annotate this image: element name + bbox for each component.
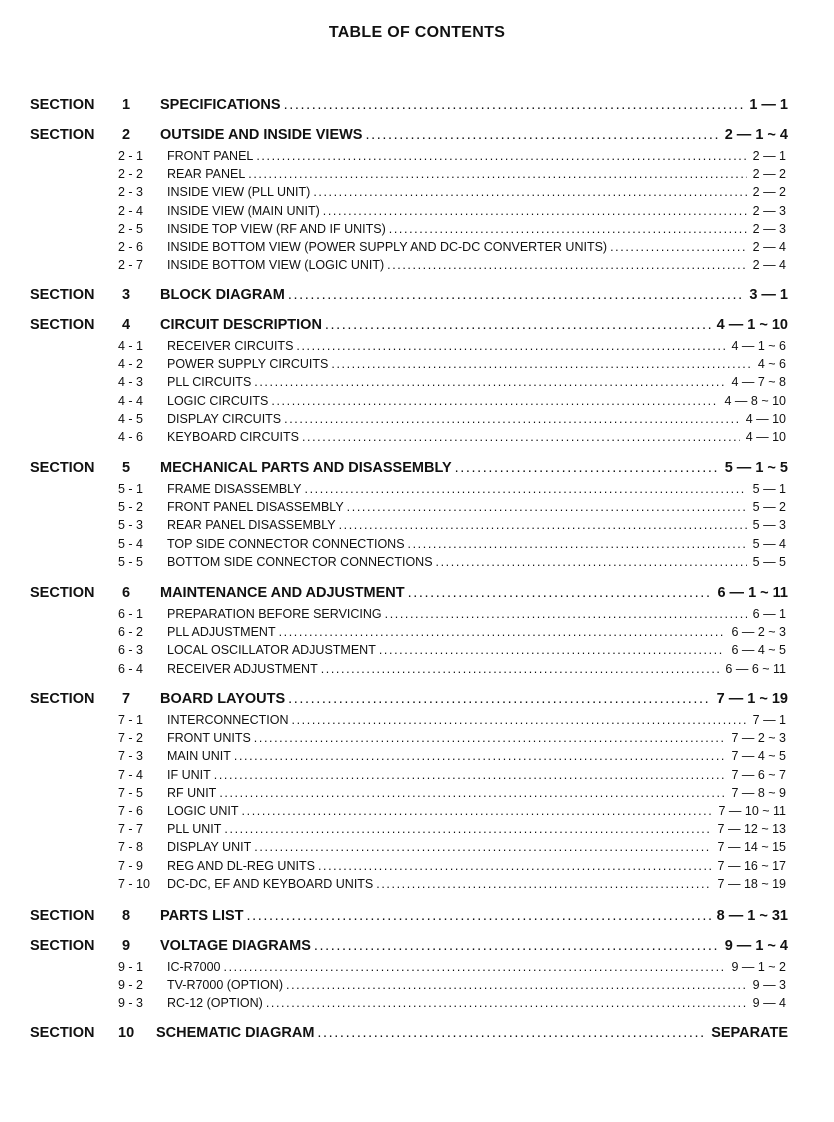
toc-subsection-entry[interactable] (167, 204, 786, 221)
section-title: BLOCK DIAGRAM (160, 287, 285, 303)
toc-subsection-entry[interactable] (167, 607, 786, 624)
page-number: 5 — 4 (752, 536, 786, 551)
toc-subsection-entry[interactable] (167, 840, 786, 857)
dot-leader (248, 167, 746, 181)
toc-subsection-entry[interactable] (167, 537, 786, 554)
subsection-number: 6 - 1 (118, 607, 144, 621)
subsection-title: BOTTOM SIDE CONNECTOR CONNECTIONS (167, 554, 433, 569)
toc-subsection-entry[interactable] (167, 643, 786, 660)
dot-leader (365, 127, 718, 143)
page-number: 5 — 1 (752, 482, 786, 496)
subsection-number: 4 - 5 (118, 411, 144, 426)
dot-leader (254, 731, 726, 745)
section-label: SECTION (30, 908, 95, 924)
dot-leader (302, 430, 740, 444)
toc-subsection-entry[interactable] (167, 430, 786, 447)
page-number: 8 — 1 ~ 31 (716, 908, 788, 924)
subsection-number: 7 - 8 (118, 840, 144, 855)
page-number: 9 — 3 (752, 978, 786, 993)
subsection-title: TV-R7000 (OPTION) (167, 978, 283, 993)
toc-subsection-entry[interactable] (167, 731, 786, 748)
dot-leader (242, 804, 713, 818)
section-title: MECHANICAL PARTS AND DISASSEMBLY (160, 460, 452, 476)
dot-leader (234, 749, 726, 763)
toc-section-entry[interactable] (156, 1025, 788, 1045)
page-number: 2 — 4 (752, 258, 786, 273)
toc-subsection-entry[interactable] (167, 500, 786, 517)
section-number: 5 (122, 460, 131, 476)
dot-leader (385, 607, 747, 621)
dot-leader (284, 97, 744, 113)
dot-leader (247, 908, 711, 924)
dot-leader (271, 394, 718, 408)
dot-leader (254, 375, 725, 389)
toc-subsection-entry[interactable] (167, 149, 786, 166)
section-title: CIRCUIT DESCRIPTION (160, 317, 322, 333)
page-number: 7 — 14 ~ 15 (717, 840, 786, 855)
dot-leader (331, 357, 750, 371)
subsection-number: 5 - 5 (118, 554, 144, 569)
page-number: 6 — 1 ~ 11 (717, 585, 788, 601)
section-label: SECTION (30, 127, 95, 143)
dot-leader (305, 482, 747, 496)
subsection-number: 9 - 2 (118, 978, 144, 993)
page-number: 7 — 1 (752, 713, 786, 727)
subsection-title: PLL UNIT (167, 822, 222, 837)
subsection-title: PREPARATION BEFORE SERVICING (167, 607, 382, 621)
subsection-title: REG AND DL-REG UNITS (167, 858, 315, 873)
toc-section-entry[interactable] (160, 97, 788, 117)
subsection-number: 7 - 9 (118, 858, 144, 873)
page-number: 4 — 8 ~ 10 (724, 393, 786, 408)
subsection-title: DISPLAY CIRCUITS (167, 411, 282, 426)
dot-leader (314, 938, 719, 954)
dot-leader (288, 287, 743, 303)
section-label: SECTION (30, 317, 95, 333)
subsection-number: 4 - 3 (118, 375, 144, 390)
subsection-title: PLL CIRCUITS (167, 375, 252, 390)
dot-leader (323, 204, 747, 218)
subsection-title: IF UNIT (167, 767, 211, 782)
subsection-title: RECEIVER CIRCUITS (167, 339, 294, 353)
subsection-title: RECEIVER ADJUSTMENT (167, 661, 318, 676)
section-title: VOLTAGE DIAGRAMS (160, 938, 311, 954)
dot-leader (296, 339, 725, 353)
section-number: 6 (122, 585, 131, 601)
toc-section-entry[interactable] (160, 938, 788, 958)
page-number: 5 — 1 ~ 5 (724, 460, 788, 476)
toc-subsection-entry[interactable] (167, 822, 786, 839)
subsection-number: 6 - 4 (118, 661, 144, 676)
subsection-title: INSIDE BOTTOM VIEW (POWER SUPPLY AND DC-DC CONVERTER UNITS) (167, 240, 608, 254)
dot-leader (219, 786, 725, 800)
subsection-title: MAIN UNIT (167, 749, 231, 764)
section-label: SECTION (30, 938, 95, 954)
subsection-title: TOP SIDE CONNECTOR CONNECTIONS (167, 536, 405, 551)
subsection-number: 2 - 2 (118, 167, 144, 182)
toc-section-entry[interactable] (160, 317, 788, 337)
subsection-number: 2 - 4 (118, 203, 144, 218)
section-number: 4 (122, 317, 131, 333)
dot-leader (376, 877, 711, 891)
toc-subsection-entry[interactable] (167, 625, 786, 642)
toc-section-entry[interactable] (160, 460, 788, 480)
section-label: SECTION (30, 691, 95, 707)
dot-leader (313, 185, 746, 199)
subsection-title: INTERCONNECTION (167, 713, 289, 727)
subsection-number: 4 - 6 (118, 430, 144, 444)
subsection-number: 7 - 7 (118, 822, 144, 837)
subsection-number: 4 - 2 (118, 357, 144, 372)
subsection-number: 5 - 3 (118, 518, 144, 533)
page-number: 5 — 5 (752, 554, 786, 569)
dot-leader (321, 662, 720, 676)
page-number: 1 — 1 (749, 97, 788, 113)
toc-section-entry[interactable] (160, 585, 788, 605)
page-number: 2 — 1 ~ 4 (724, 127, 788, 143)
subsection-title: LOGIC UNIT (167, 804, 239, 818)
dot-leader (387, 258, 747, 272)
toc-subsection-entry[interactable] (167, 339, 786, 356)
toc-subsection-entry[interactable] (167, 960, 786, 977)
page-number: 7 — 10 ~ 11 (718, 804, 786, 818)
toc-subsection-entry[interactable] (167, 859, 786, 876)
toc-section-entry[interactable] (160, 127, 788, 147)
page-number: 4 — 7 ~ 8 (731, 375, 786, 390)
section-number: 8 (122, 908, 131, 924)
section-title: SCHEMATIC DIAGRAM (156, 1025, 315, 1041)
dot-leader (288, 691, 711, 707)
dot-leader (436, 555, 747, 569)
page-number: 6 — 4 ~ 5 (731, 643, 786, 658)
toc-subsection-entry[interactable] (167, 877, 786, 894)
section-label: SECTION (30, 460, 95, 476)
dot-leader (254, 840, 711, 854)
toc-subsection-entry[interactable] (167, 804, 786, 821)
subsection-title: REAR PANEL DISASSEMBLY (167, 518, 336, 533)
subsection-number: 2 - 6 (118, 240, 144, 254)
toc-subsection-entry[interactable] (167, 662, 786, 679)
subsection-number: 2 - 1 (118, 149, 144, 163)
page-number: 6 — 1 (752, 607, 786, 621)
toc-section-entry[interactable] (160, 287, 788, 307)
page-number: 5 — 2 (752, 500, 786, 515)
page-number: 2 — 4 (752, 240, 786, 254)
toc-subsection-entry[interactable] (167, 357, 786, 374)
dot-leader (408, 537, 747, 551)
subsection-number: 7 - 6 (118, 804, 144, 818)
toc-subsection-entry[interactable] (167, 240, 786, 257)
dot-leader (610, 240, 747, 254)
page-number: 9 — 1 ~ 4 (724, 938, 788, 954)
dot-leader (455, 460, 719, 476)
subsection-title: PLL ADJUSTMENT (167, 625, 276, 640)
section-title: SPECIFICATIONS (160, 97, 281, 113)
page-number: 9 — 1 ~ 2 (731, 960, 786, 974)
page-number: 9 — 4 (752, 996, 786, 1011)
toc-section-entry[interactable] (160, 691, 788, 711)
dot-leader (379, 643, 726, 657)
toc-subsection-entry[interactable] (167, 482, 786, 499)
section-title: PARTS LIST (160, 908, 244, 924)
section-label: SECTION (30, 97, 95, 113)
page-number: 4 ~ 6 (757, 357, 786, 372)
subsection-title: RC-12 (OPTION) (167, 996, 263, 1011)
subsection-number: 4 - 4 (118, 393, 144, 408)
subsection-title: LOCAL OSCILLATOR ADJUSTMENT (167, 643, 376, 658)
page-number: SEPARATE (711, 1025, 788, 1041)
subsection-title: RF UNIT (167, 785, 217, 800)
dot-leader (347, 500, 747, 514)
page-number: 5 — 3 (752, 518, 786, 533)
dot-leader (286, 978, 747, 992)
section-label: SECTION (30, 1025, 95, 1041)
toc-subsection-entry[interactable] (167, 749, 786, 766)
dot-leader (408, 585, 712, 601)
toc-subsection-entry[interactable] (167, 978, 786, 995)
page-number: 7 — 8 ~ 9 (731, 785, 786, 800)
subsection-number: 7 - 10 (118, 876, 150, 891)
page-number: 7 — 18 ~ 19 (717, 876, 786, 891)
section-number: 2 (122, 127, 131, 143)
dot-leader (256, 149, 746, 163)
toc-subsection-entry[interactable] (167, 412, 786, 429)
dot-leader (266, 996, 747, 1010)
page-number: 7 — 2 ~ 3 (731, 731, 786, 746)
section-number: 10 (118, 1025, 135, 1041)
subsection-number: 7 - 5 (118, 785, 144, 800)
toc-subsection-entry[interactable] (167, 518, 786, 535)
page-number: 3 — 1 (749, 287, 788, 303)
subsection-title: INSIDE BOTTOM VIEW (LOGIC UNIT) (167, 258, 385, 273)
page-number: 7 — 16 ~ 17 (717, 858, 786, 873)
section-number: 7 (122, 691, 131, 707)
subsection-title: IC-R7000 (167, 960, 221, 974)
section-number: 9 (122, 938, 131, 954)
dot-leader (318, 859, 712, 873)
dot-leader (389, 222, 747, 236)
page-number: 7 — 4 ~ 5 (731, 749, 786, 764)
section-label: SECTION (30, 287, 95, 303)
toc-subsection-entry[interactable] (167, 167, 786, 184)
toc-subsection-entry[interactable] (167, 996, 786, 1013)
dot-leader (317, 1025, 705, 1041)
subsection-number: 7 - 2 (118, 731, 144, 746)
page-number: 4 — 1 ~ 6 (731, 339, 786, 353)
subsection-title: LOGIC CIRCUITS (167, 393, 269, 408)
toc-subsection-entry[interactable] (167, 786, 786, 803)
dot-leader (279, 625, 726, 639)
section-title: MAINTENANCE AND ADJUSTMENT (160, 585, 405, 601)
subsection-title: DISPLAY UNIT (167, 840, 252, 855)
toc-subsection-entry[interactable] (167, 555, 786, 572)
subsection-number: 5 - 1 (118, 482, 144, 496)
subsection-number: 2 - 7 (118, 258, 144, 273)
subsection-number: 9 - 3 (118, 996, 144, 1011)
toc-subsection-entry[interactable] (167, 768, 786, 785)
subsection-title: FRONT PANEL DISASSEMBLY (167, 500, 344, 515)
page-number: 4 — 10 (745, 411, 786, 426)
subsection-number: 5 - 4 (118, 536, 144, 551)
page-number: 2 — 3 (752, 221, 786, 236)
page-number: 2 — 2 (752, 167, 786, 182)
toc-subsection-entry[interactable] (167, 222, 786, 239)
subsection-title: INSIDE VIEW (PLL UNIT) (167, 185, 311, 200)
subsection-title: DC-DC, EF AND KEYBOARD UNITS (167, 876, 374, 891)
page-number: 2 — 2 (752, 185, 786, 200)
page-number: 7 — 12 ~ 13 (717, 822, 786, 837)
subsection-number: 4 - 1 (118, 339, 144, 353)
page-number: 4 — 10 (745, 430, 786, 444)
toc-subsection-entry[interactable] (167, 258, 786, 275)
page-number: 2 — 1 (752, 149, 786, 163)
subsection-number: 7 - 1 (118, 713, 144, 727)
subsection-number: 2 - 3 (118, 185, 144, 200)
section-number: 3 (122, 287, 131, 303)
subsection-title: KEYBOARD CIRCUITS (167, 430, 299, 444)
dot-leader (214, 768, 726, 782)
page-number: 7 — 6 ~ 7 (731, 767, 786, 782)
toc-subsection-entry[interactable] (167, 713, 786, 730)
toc-subsection-entry[interactable] (167, 394, 786, 411)
page-number: 6 — 6 ~ 11 (725, 661, 786, 676)
subsection-number: 9 - 1 (118, 960, 144, 974)
subsection-title: FRAME DISASSEMBLY (167, 482, 302, 496)
subsection-number: 5 - 2 (118, 500, 144, 515)
page-number: 7 — 1 ~ 19 (716, 691, 788, 707)
toc-subsection-entry[interactable] (167, 185, 786, 202)
dot-leader (292, 713, 747, 727)
dot-leader (339, 518, 747, 532)
section-title: OUTSIDE AND INSIDE VIEWS (160, 127, 363, 143)
subsection-title: INSIDE TOP VIEW (RF AND IF UNITS) (167, 221, 386, 236)
dot-leader (284, 412, 740, 426)
page-title: TABLE OF CONTENTS (328, 24, 506, 41)
dot-leader (224, 960, 726, 974)
subsection-title: FRONT PANEL (167, 149, 254, 163)
toc-section-entry[interactable] (160, 908, 788, 928)
page-number: 6 — 2 ~ 3 (731, 625, 786, 640)
subsection-number: 2 - 5 (118, 221, 144, 236)
subsection-title: REAR PANEL (167, 167, 246, 182)
page-number: 2 — 3 (752, 203, 786, 218)
subsection-number: 6 - 3 (118, 643, 144, 658)
section-title: BOARD LAYOUTS (160, 691, 286, 707)
dot-leader (325, 317, 711, 333)
section-number: 1 (122, 97, 131, 113)
subsection-number: 6 - 2 (118, 625, 144, 640)
subsection-number: 7 - 3 (118, 749, 144, 764)
toc-subsection-entry[interactable] (167, 375, 786, 392)
dot-leader (224, 822, 711, 836)
subsection-title: INSIDE VIEW (MAIN UNIT) (167, 203, 320, 218)
subsection-number: 7 - 4 (118, 767, 144, 782)
subsection-title: POWER SUPPLY CIRCUITS (167, 357, 329, 372)
section-label: SECTION (30, 585, 95, 601)
page-number: 4 — 1 ~ 10 (716, 317, 788, 333)
subsection-title: FRONT UNITS (167, 731, 251, 746)
